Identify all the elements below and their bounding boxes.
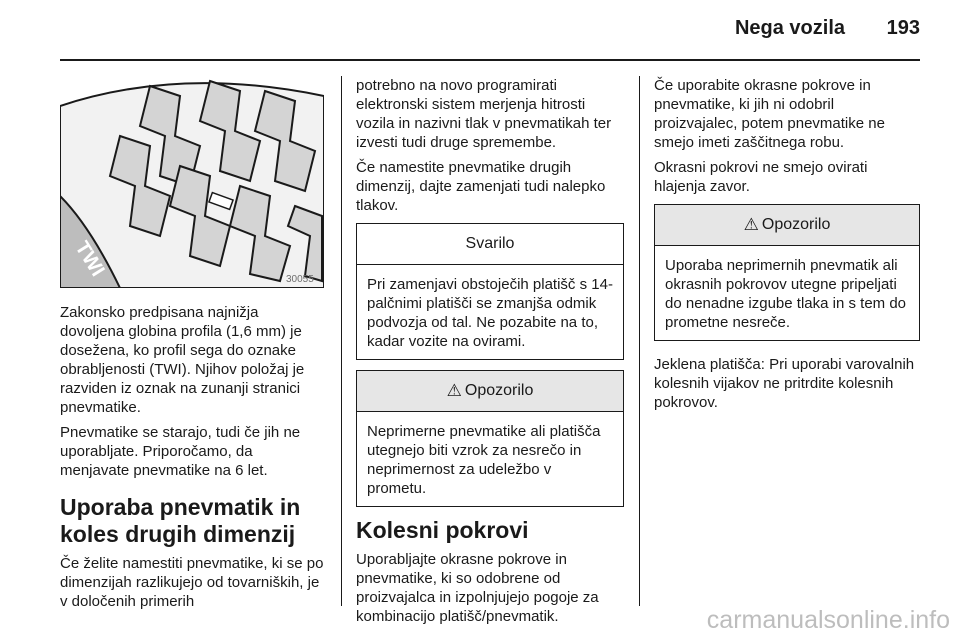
warning-triangle-icon: ⚠ [743,215,759,234]
notice-box [356,223,624,360]
paragraph-tire-dimensions: Če želite namestiti pnevmatike, ki se po dimenzijah razlikujejo od tovarniških, je v določenih primerih [60,555,324,610]
paragraph-brake-cooling: Okrasni pokrovi ne smejo ovirati hlajenja zavor. [654,159,868,195]
header-divider [60,59,920,61]
column-divider-1 [341,76,342,606]
warning-box-covers-text: Uporaba neprimernih pnevmatik ali okrasnih pokrovov utegne pripeljati do nenadne izgube tlaka in s tem do prometne nesreče. [665,257,907,331]
section-title-tire-dimensions: Uporaba pnevmatik in koles drugih dimenzij [60,494,301,547]
column-1 [60,303,325,617]
notice-box-text: Pri zamenjavi obstoječih platišč s 14-palčnimi platišči se zmanjša odmik podvozja od tal. Ne pozabite na to, kadar vozite na ovirami. [367,276,613,350]
warning-box-text: Neprimerne pnevmatike ali platišča utegnejo biti vzrok za nesrečo in neprimernost za udeležbo v prometu. [367,423,601,497]
paragraph-tire-aging: Pnevmatike se starajo, tudi če jih ne uporabljate. Priporočamo, da menjavate pnevmatike na 6 let. [60,424,301,479]
tire-tread-drawing [60,76,324,288]
column-2 [356,76,624,632]
paragraph-unapproved-covers: Če uporabite okrasne pokrove in pnevmatike, ki jih ni odobril proizvajalec, potem pnevmatike ne smejo imeti zaščitnega robu. [654,77,885,151]
figure-id-label: 30055 [286,274,314,285]
section-title-wheel-covers: Kolesni pokrovi [356,517,529,543]
warning-box-covers-title: Opozorilo [761,216,831,233]
twi-marking-label: TWI [70,237,109,281]
paragraph-steel-rims: Jeklena platišča: Pri uporabi varovalnih kolesnih vijakov ne pritrdite kolesnih pokrovov. [654,356,915,411]
tire-tread-illustration [60,76,324,288]
column-3 [654,76,920,418]
paragraph-programming: potrebno na novo programirati elektronski sistem merjenja hitrosti vozila in nazivni tlak v pnevmatikah ter izvesti tudi druge spremembe. [356,77,612,151]
warning-triangle-icon: ⚠ [446,381,462,400]
warning-box-title: Opozorilo [464,382,534,399]
notice-box-title: Svarilo [357,224,623,265]
watermark-text: carmanualsonline.info [706,606,950,634]
paragraph-wheel-covers: Uporabljajte okrasne pokrove in pnevmatike, ki so odobrene od proizvajalca in izpolnjujejo pogoje za kombinacijo platišč/pnevmatik. [356,551,599,625]
column-divider-2 [639,76,640,606]
warning-box-covers-header [655,205,919,246]
page-header-title: Nega vozila [734,17,845,39]
warning-box [356,370,624,507]
warning-box-header [357,371,623,412]
warning-box-covers [654,204,920,341]
paragraph-tread-depth: Zakonsko predpisana najnižja dovoljena globina profila (1,6 mm) je dosežena, ko profil sega do oznake obrabljenosti (TWI). Njihov položaj je razviden iz oznak na zunanji stranici pnevmatike. [60,304,305,416]
page-number: 193 [886,17,920,39]
paragraph-pressure-label: Če namestite pnevmatike drugih dimenzij, dajte zamenjati tudi nalepko tlakov. [356,159,606,214]
